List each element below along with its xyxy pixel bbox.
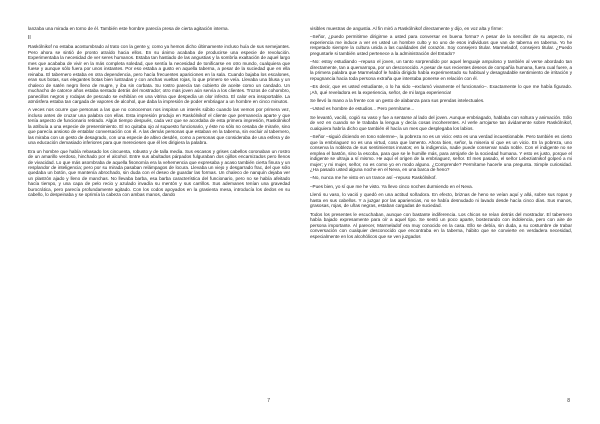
paragraph: –Señor, ¿puedo permitirme dirigirme a usted para conversar en buena forma? A pesar de la sencillez de su aspecto, mi experiencia me induce a ver en usted un hombre culto y no uno de esos individuos que van de taberna en taberna. Yo he respetado siempre la cultura unida a las cualidades del corazón. Soy consejero titular. Marmeladof, consejero titular. ¿Puedo preguntarle si también usted pertenece a la administración del Estado?	[310, 34, 572, 56]
paragraph: –Usted es hombre de estudios... Pero permítame...	[310, 106, 415, 112]
right-page	[300, 0, 600, 424]
paragraph: –Señor –siguió diciendo en tono solemne–, la pobreza no es un vicio: esto es una verdad incuestionable. Pero también es cierto que la embriaguez no es una virtud, cosa que lamento. Ahora bien, señor, la miseria sí que es un vicio. En la pobreza, uno conserva la nobleza de sus sentimientos innatos; en la indigencia, nadie puede conservar nada noble. Con el indigente no se emplea el bastón, sino la escoba, para que se le humille más, para arrojarle de la sociedad humana. Y esto es justo, porque el indigente se ultraja a sí mismo. He aquí el origen de la embriaguez, señor. El mes pasado, el señor Lebeziatnikof golpeó a mi mujer; y mi mujer, señor, no es como yo en modo alguno. ¿Comprende? Permítame hacerle una pregunta. Simple curiosidad. ¿Ha pasado usted alguna noche en el Neva, en una barca de heno?	[310, 134, 572, 172]
page-number-left: 7	[267, 398, 270, 404]
page-number-right: 8	[567, 398, 570, 404]
paragraph: –Es decir, que es usted estudiante, o lo ha sido –exclamó vivamente el funcionario–. Exactamente lo que me había figurado. ¡Ah, qué reveladora es la experiencia, señor, de mi larga experiencia!	[310, 84, 572, 95]
paragraph: –Pues bien, yo sí que me he visto. Ya llevo cinco noches durmiendo en el Neva.	[310, 183, 474, 189]
paragraph: Se levantó, vaciló, cogió su vaso y fue a sentarse al lado del joven. Aunque embriagado, hablaba con soltura y animación. Sólo de vez en cuando se le trababa la lengua y decía cosas incoherentes. Al verle arrojarse tan ávidamente sobre Raskólnikof, cualquiera habría dicho que también él hacía un mes que desplegaba los labios.	[310, 114, 572, 131]
paragraph: –No, nunca me he visto en un trance así –repuso Raskólnikof.	[310, 175, 437, 181]
paragraph: –No: estoy estudiando –repuso el joven, un tanto sorprendido por aquel lenguaje ampuloso y también al verse abordado tan directamente, tan a quemarropa, por un desconocido. A pesar de sus recientes deseos de compañía humana, fuera cual fuere, a la primera palabra que Marmeladof le había dirigido había experimentado su habitual y desagradable sentimiento de irritación y repugnancia hacia toda persona extraña que intentaba ponerse en relación con él.	[310, 59, 572, 81]
paragraph: Todos los presentes le escuchaban, aunque con bastante indiferencia. Los chicos se reían detrás del mostrador. El tabernero había bajado expresamente para oír a aquel tipo. Se sentó un poco aparte, bostezando con indolencia, pero con aire de persona importante. Al parecer, Marmeladof era muy conocido en la casa. Ello se debía, sin duda, a su costumbre de trabar conversación con cualquier desconocido que encontraba en la taberna, hábito que se convierte en verdadera necesidad, especialmente en los alcohólicos que se ven juzgados	[310, 211, 572, 239]
right-page-body	[310, 26, 572, 396]
left-page-body	[28, 26, 290, 396]
paragraph: Raskólnikof no estaba acostumbrado al trato con la gente y, como ya hemos dicho últimamente incluso huía de sus semejantes. Pero ahora se sintió de pronto atraído hacia ellos. En su ánimo acababa de producirse una especie de revolución. Experimentaba la necesidad de ver seres humanos. Estaba tan hastiado de las angustias y la sombría exaltación de aquel largo mes que acababa de vivir en la más completa soledad, que sentía la necesidad de tonificarse en otro mundo, cualquiera que fuese y aunque sólo fuera por unos instantes. Por eso estaba a gusto en aquella taberna, a pesar de la suciedad que en ella reinaba. El tabernero estaba en otra dependencia, pero hacía frecuentes apariciones en la sala. Cuando bajaba los escalones, eran sus botas, sus elegantes botas bien lustradas y con anchas vueltas rojas, lo que primero se veía. Llevaba una blusa y un chaleco de satén negro lleno de mugre, y iba sin corbata. Su rostro parecía tan cubierto de aceite como un candado. Un muchacho de catorce años estaba sentado detrás del mostrador; otro más joven aún servía a los clientes. Trozos de cohombro, panecillos negros y rodajas de pescado se exhibían en una vitrina que despedía un olor infecto. El calor era insoportable. La atmósfera estaba tan cargada de vapores de alcohol, que daba la impresión de poder embriagar a un hombre en cinco minutos.	[28, 44, 290, 104]
paragraph: A veces nos ocurre que personas a las que no conocemos nos inspiran un interés súbito cuando las vemos por primera vez, incluso antes de cruzar una palabra con ellas. Esta impresión produjo en Raskólnikof el cliente que permanecía aparte y que tenía aspecto de funcionario retirado. Algún tiempo después, cada vez que se acordaba de esta primera impresión, Raskólnikof la atribuía a una especie de presentimiento. El no quitaba ojo al supuesto funcionario, y éste no sólo no cesaba de mirarle, sino que parecía ansioso de entablar conversación con él. A las demás personas que estaban en la taberna, sin excluir al tabernero, las miraba con un gesto de desagrado, con una especie de altivo desdén, como a personas que consideraba de una esfera y de una educación demasiado inferiores para que mereciesen que él les dirigiera la palabra.	[28, 107, 290, 146]
paragraph: Llenó su vaso, lo vació y quedó en una actitud soñadora. En efecto, briznas de heno se veían aquí y allá, sobre sus ropas y hasta en sus cabellos. Y a juzgar por las apariencias, no se había desnudado ni lavado desde hacía cinco días. Sus manos, grasosas, rojas, de uñas negras, estaban cargadas de suciedad.	[310, 192, 572, 209]
paragraph: visibles muestras de angustia. Al fin miró a Raskólnikof directamente y dijo, en voz alta y firme:	[310, 26, 503, 31]
paragraph: Era un hombre que había rebasado los cincuenta, robusto y de talla media. Sus escasos y grises cabellos coronaban un rostro de un amarillo verdoso, hinchado por el alcohol. Entre sus abultados párpados fulguraban dos ojillos encarnizados pero llenos de vivacidad. Lo que más asombraba de aquella fisonomía era la vehemencia que expresaba y acaso también cierta finura y un resplandor de inteligencia; pero por su mirada pasaban relámpagos de locura. Llevaba un viejo y desgarrado frac, del que sólo quedaba un botón, que mantenía abrochado, sin duda con el deseo de guardar las formas. Un chaleco de nanquín dejaba ver un plastrón ajado y lleno de manchas. No llevaba barba, esa barba característica del funcionario, pero no se había afeitado hacía tiempo, y una capa de pelo recio y azulado invadía su mentón y sus carrillos. Sus ademanes tenían una gravedad burocrática, pero parecía profundamente agitado. Con los codos apoyados en la grasienta mesa, introducía los dedos en su cabello, lo despeinaba y se oprimía la cabeza con ambas manos, dando	[28, 148, 290, 198]
paragraph: Se llevó la mano a la frente con un gesto de alabanza para sus prendas intelectuales.	[310, 97, 485, 103]
opening-paragraph: lanzaba una mirada en torno de él. También este hombre parecía presa de cierta agitación interna.	[28, 26, 229, 31]
chapter-section-numeral: II	[28, 35, 31, 42]
